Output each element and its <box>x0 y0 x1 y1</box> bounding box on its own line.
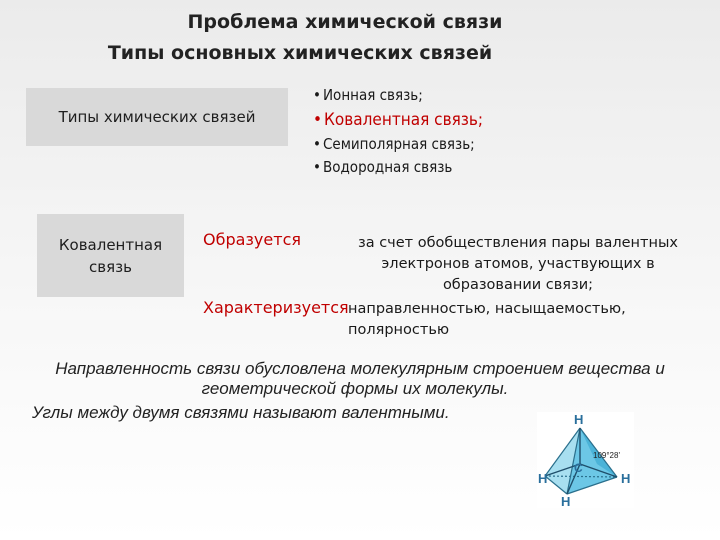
bond-angle-label: 109°28' <box>593 451 620 460</box>
atom-h-right: H <box>621 471 631 486</box>
characterized-line-2: полярностью <box>348 322 450 338</box>
covalent-box <box>37 214 184 297</box>
atom-c-center: C <box>574 461 583 475</box>
bond-type-item: • Семиполярная связь; <box>313 135 475 153</box>
note-line-1: Направленность связи обусловлена молекулярным строением вещества и <box>55 359 665 378</box>
title-line-2: Типы основных химических связей <box>107 42 493 64</box>
atom-h-bottom: H <box>561 494 571 508</box>
bond-type-item-covalent: • Ковалентная связь; <box>313 110 484 130</box>
bond-type-item: • Водородная связь <box>313 158 453 176</box>
bond-type-item: • Ионная связь; <box>313 86 423 104</box>
note-line-2: геометрической формы их молекулы. <box>201 379 509 398</box>
covalent-box-line-2: связь <box>89 257 132 276</box>
atom-h-left: H <box>538 471 548 486</box>
forms-label: Образуется <box>203 230 301 249</box>
characterized-description <box>348 299 668 341</box>
slide-title <box>0 7 720 69</box>
atom-h-top: H <box>574 412 584 427</box>
covalent-box-line-1: Ковалентная <box>58 235 163 254</box>
forms-description: за счет обобществления пары валентных электронов атомов, участвующих в образовании связи; <box>358 235 678 293</box>
characterized-line-1: направленностью, насыщаемостью, <box>348 301 626 317</box>
types-box <box>26 88 288 146</box>
tetrahedron-svg <box>537 412 634 508</box>
bond-types-list <box>313 84 483 179</box>
note-line-3: Углы между двумя связями называют валентными. <box>32 403 450 422</box>
characterized-label: Характеризуется <box>203 298 349 317</box>
title-line-1: Проблема химической связи <box>187 11 503 33</box>
types-box-label: Типы химических связей <box>58 108 256 126</box>
methane-tetrahedron-figure <box>537 412 634 508</box>
